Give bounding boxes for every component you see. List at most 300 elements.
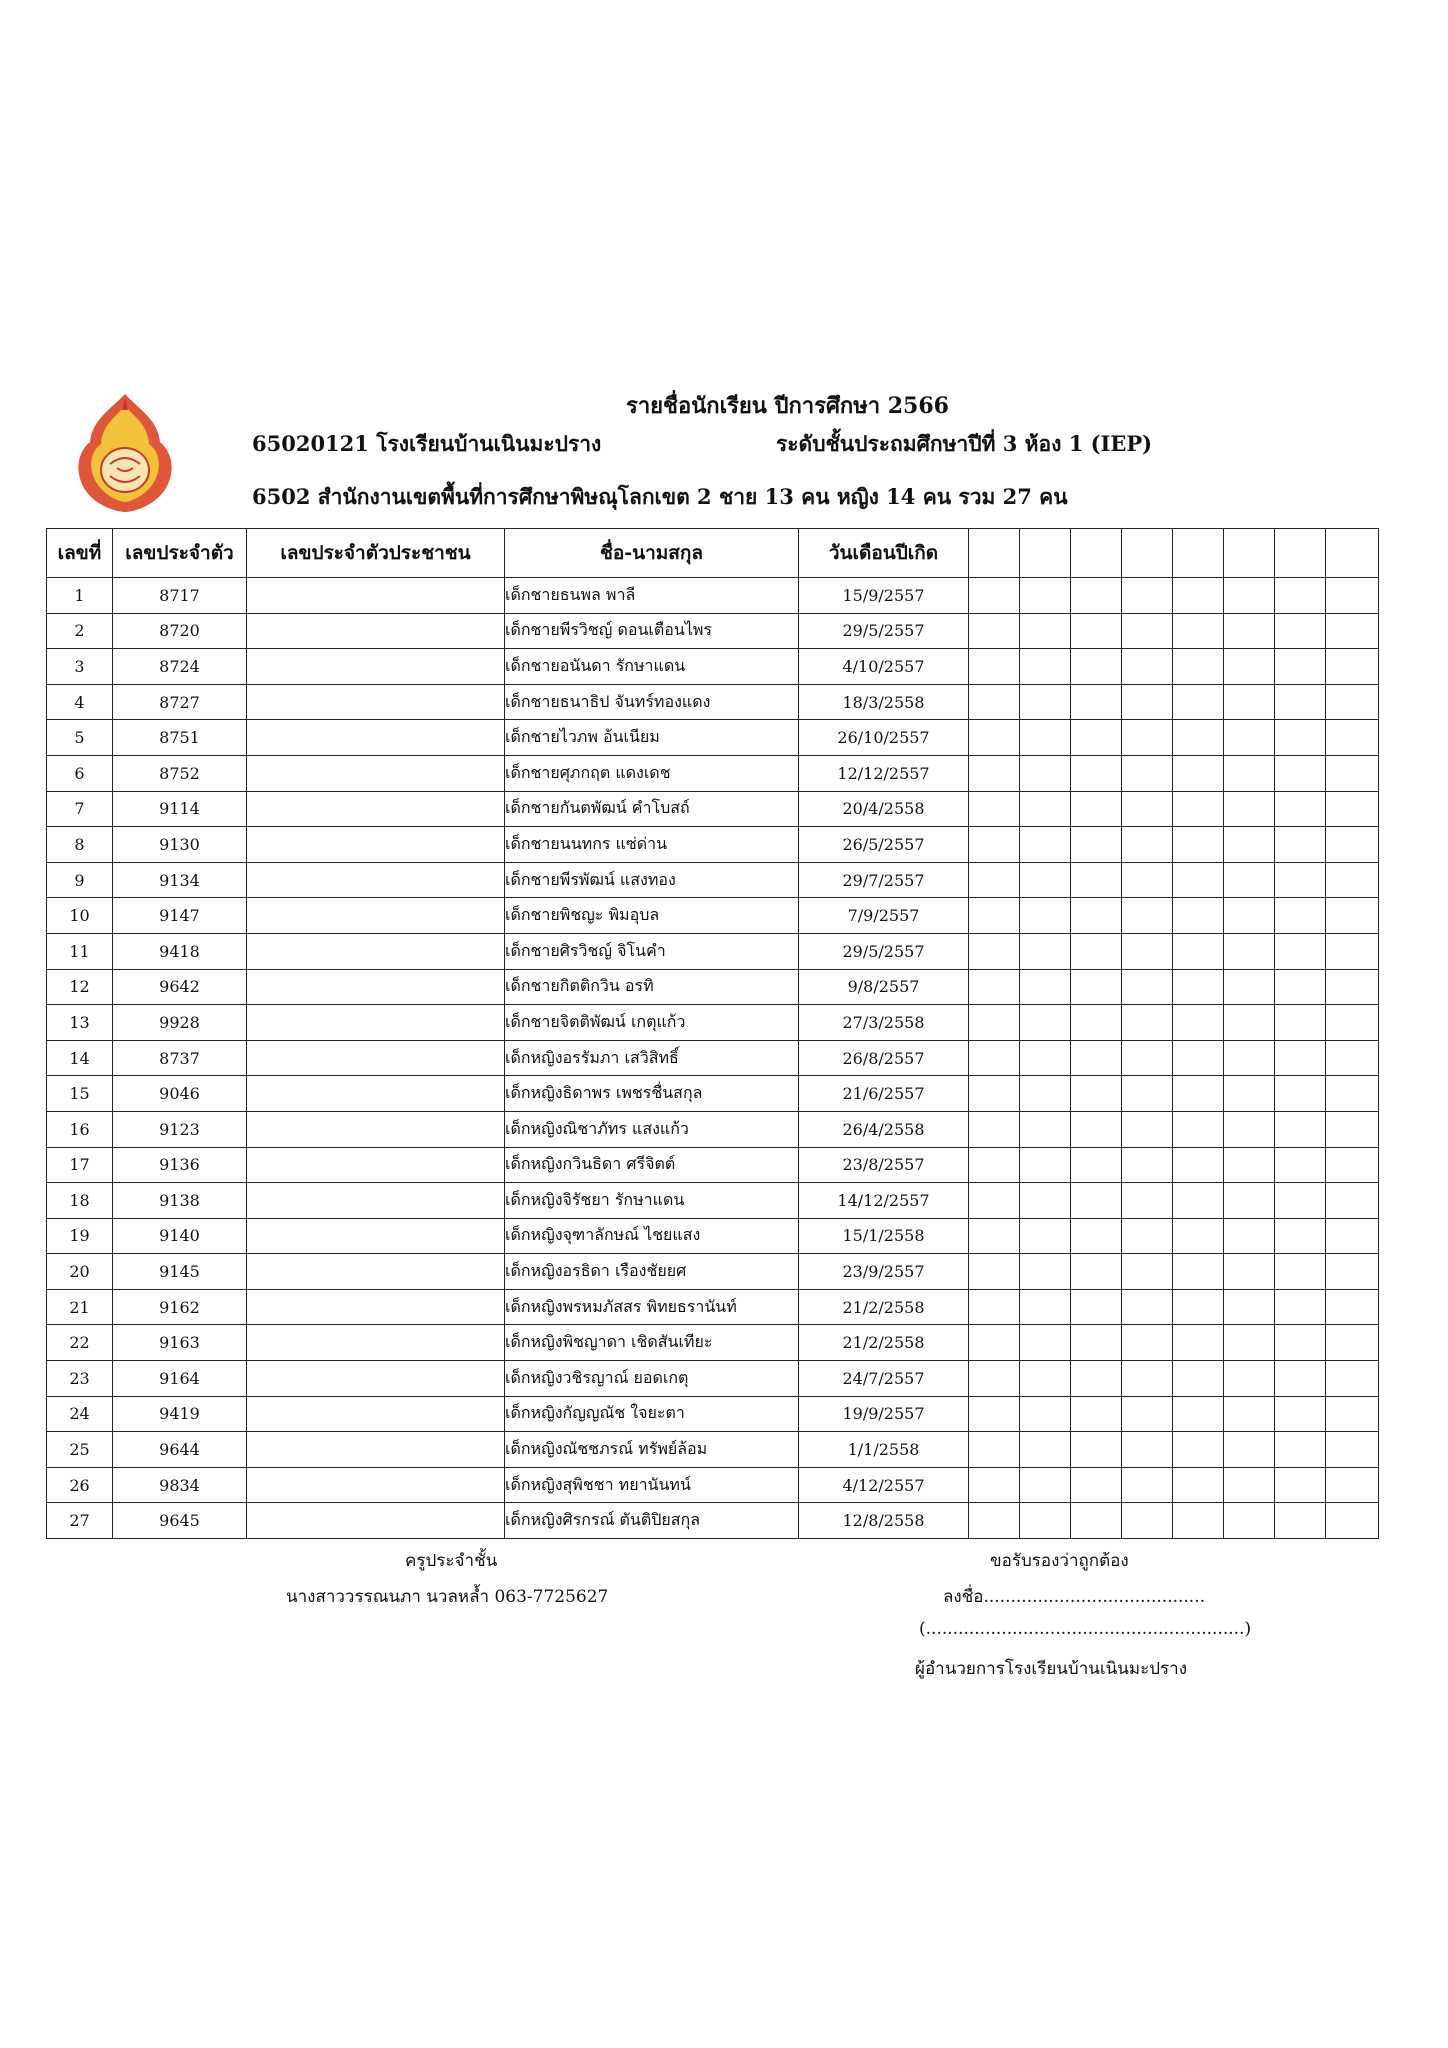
row-number: 13 <box>47 1005 113 1041</box>
student-name: เด็กหญิงวชิรญาณ์ ยอดเกตุ <box>505 1361 799 1397</box>
blank-cell <box>1224 613 1275 649</box>
blank-cell <box>1071 1289 1122 1325</box>
blank-cell <box>1071 578 1122 614</box>
blank-cell <box>1071 1396 1122 1432</box>
blank-header <box>1020 529 1071 578</box>
student-name: เด็กหญิงกวินธิดา ศรีจิตต์ <box>505 1147 799 1183</box>
student-name: เด็กชายธนาธิป จันทร์ทองแดง <box>505 684 799 720</box>
blank-cell <box>1122 1325 1173 1361</box>
blank-cell <box>1122 1467 1173 1503</box>
blank-cell <box>1326 1503 1379 1539</box>
student-id: 9645 <box>113 1503 247 1539</box>
blank-cell <box>1326 1467 1379 1503</box>
blank-cell <box>1275 1254 1326 1290</box>
student-name: เด็กชายธนพล พาลี <box>505 578 799 614</box>
blank-cell <box>1275 578 1326 614</box>
blank-cell <box>969 1467 1020 1503</box>
birth-date: 1/1/2558 <box>799 1432 969 1468</box>
blank-cell <box>1020 1289 1071 1325</box>
student-id: 9162 <box>113 1289 247 1325</box>
blank-header <box>1326 529 1379 578</box>
blank-cell <box>1326 1361 1379 1397</box>
blank-cell <box>1071 1467 1122 1503</box>
birth-date: 26/5/2557 <box>799 827 969 863</box>
blank-cell <box>1173 898 1224 934</box>
citizen-id <box>247 649 505 685</box>
blank-cell <box>1173 1289 1224 1325</box>
birth-date: 12/8/2558 <box>799 1503 969 1539</box>
blank-cell <box>969 969 1020 1005</box>
blank-cell <box>969 1396 1020 1432</box>
student-name: เด็กชายศุภกฤต แดงเดช <box>505 755 799 791</box>
blank-cell <box>1020 1005 1071 1041</box>
blank-cell <box>969 684 1020 720</box>
citizen-id <box>247 1503 505 1539</box>
blank-cell <box>1173 1076 1224 1112</box>
blank-cell <box>1326 1183 1379 1219</box>
blank-cell <box>1071 613 1122 649</box>
blank-cell <box>1224 1076 1275 1112</box>
blank-cell <box>1071 1361 1122 1397</box>
blank-cell <box>969 1254 1020 1290</box>
blank-cell <box>1224 862 1275 898</box>
blank-cell <box>1071 827 1122 863</box>
blank-cell <box>969 649 1020 685</box>
blank-cell <box>1275 791 1326 827</box>
blank-cell <box>1326 827 1379 863</box>
blank-cell <box>1275 755 1326 791</box>
blank-cell <box>1071 684 1122 720</box>
blank-cell <box>1275 1325 1326 1361</box>
blank-cell <box>969 1289 1020 1325</box>
blank-cell <box>1071 791 1122 827</box>
table-row <box>47 1040 1379 1076</box>
blank-cell <box>1173 1218 1224 1254</box>
blank-cell <box>1224 1289 1275 1325</box>
blank-cell <box>1326 862 1379 898</box>
blank-cell <box>1122 933 1173 969</box>
row-number: 23 <box>47 1361 113 1397</box>
blank-cell <box>1224 933 1275 969</box>
blank-cell <box>1275 684 1326 720</box>
table-row <box>47 684 1379 720</box>
citizen-id <box>247 1289 505 1325</box>
blank-cell <box>1071 1503 1122 1539</box>
blank-cell <box>1173 720 1224 756</box>
homeroom-teacher-label: ครูประจำชั้น <box>405 1551 498 1571</box>
blank-cell <box>1224 827 1275 863</box>
blank-cell <box>1326 755 1379 791</box>
blank-cell <box>1326 1218 1379 1254</box>
row-number: 18 <box>47 1183 113 1219</box>
blank-cell <box>1275 1467 1326 1503</box>
blank-cell <box>1071 1432 1122 1468</box>
birth-date: 12/12/2557 <box>799 755 969 791</box>
blank-cell <box>1326 969 1379 1005</box>
blank-cell <box>1326 1005 1379 1041</box>
blank-cell <box>1122 720 1173 756</box>
blank-cell <box>1071 755 1122 791</box>
citizen-id <box>247 1218 505 1254</box>
student-name: เด็กชายจิตติพัฒน์ เกตุแก้ว <box>505 1005 799 1041</box>
blank-cell <box>1122 791 1173 827</box>
birth-date: 23/8/2557 <box>799 1147 969 1183</box>
student-id: 9642 <box>113 969 247 1005</box>
student-id: 9163 <box>113 1325 247 1361</box>
blank-cell <box>1071 1325 1122 1361</box>
blank-cell <box>1275 649 1326 685</box>
student-id: 9114 <box>113 791 247 827</box>
table-row <box>47 1289 1379 1325</box>
blank-cell <box>1173 1503 1224 1539</box>
blank-cell <box>1122 1111 1173 1147</box>
blank-cell <box>969 1040 1020 1076</box>
row-number: 14 <box>47 1040 113 1076</box>
blank-cell <box>1173 1254 1224 1290</box>
citizen-id <box>247 1467 505 1503</box>
blank-cell <box>1071 720 1122 756</box>
birth-date: 26/4/2558 <box>799 1111 969 1147</box>
blank-cell <box>969 720 1020 756</box>
blank-cell <box>1173 1005 1224 1041</box>
birth-date: 15/9/2557 <box>799 578 969 614</box>
row-number: 1 <box>47 578 113 614</box>
blank-cell <box>1326 791 1379 827</box>
row-number: 15 <box>47 1076 113 1112</box>
blank-cell <box>1275 969 1326 1005</box>
blank-cell <box>1326 1040 1379 1076</box>
blank-cell <box>1224 578 1275 614</box>
blank-cell <box>969 1503 1020 1539</box>
table-row <box>47 827 1379 863</box>
blank-cell <box>969 898 1020 934</box>
citizen-id <box>247 1361 505 1397</box>
citizen-id <box>247 755 505 791</box>
blank-cell <box>1275 827 1326 863</box>
blank-cell <box>969 613 1020 649</box>
student-id: 9046 <box>113 1076 247 1112</box>
student-id: 9834 <box>113 1467 247 1503</box>
row-number: 6 <box>47 755 113 791</box>
blank-header <box>1122 529 1173 578</box>
signer-name-line: (...........................................................) <box>919 1619 1252 1639</box>
student-name: เด็กชายนนทกร แซ่ด่าน <box>505 827 799 863</box>
blank-cell <box>1122 613 1173 649</box>
citizen-id <box>247 1111 505 1147</box>
birth-date: 18/3/2558 <box>799 684 969 720</box>
citizen-id <box>247 1325 505 1361</box>
blank-cell <box>1122 1361 1173 1397</box>
citizen-id <box>247 898 505 934</box>
blank-cell <box>1173 649 1224 685</box>
row-number: 25 <box>47 1432 113 1468</box>
blank-cell <box>1173 578 1224 614</box>
school-name: 65020121 โรงเรียนบ้านเนินมะปราง <box>252 431 602 456</box>
student-id: 9134 <box>113 862 247 898</box>
citizen-id <box>247 1076 505 1112</box>
blank-cell <box>1020 791 1071 827</box>
blank-cell <box>1122 1396 1173 1432</box>
student-id: 9147 <box>113 898 247 934</box>
blank-cell <box>969 1218 1020 1254</box>
citizen-id <box>247 720 505 756</box>
blank-cell <box>1224 684 1275 720</box>
blank-cell <box>1173 1361 1224 1397</box>
blank-cell <box>1122 649 1173 685</box>
row-number: 2 <box>47 613 113 649</box>
blank-cell <box>1224 1111 1275 1147</box>
blank-cell <box>969 933 1020 969</box>
blank-cell <box>1071 1218 1122 1254</box>
blank-cell <box>1275 1432 1326 1468</box>
student-id: 9123 <box>113 1111 247 1147</box>
blank-cell <box>1071 1147 1122 1183</box>
blank-cell <box>1122 1218 1173 1254</box>
blank-cell <box>1224 1396 1275 1432</box>
student-name: เด็กหญิงอรรัมภา เสวิสิทธิ์ <box>505 1040 799 1076</box>
citizen-id <box>247 1396 505 1432</box>
blank-header <box>1224 529 1275 578</box>
student-id: 9418 <box>113 933 247 969</box>
certification-text: ขอรับรองว่าถูกต้อง <box>990 1551 1129 1571</box>
blank-cell <box>969 1076 1020 1112</box>
student-id: 9419 <box>113 1396 247 1432</box>
student-id: 8751 <box>113 720 247 756</box>
table-row <box>47 898 1379 934</box>
blank-cell <box>1020 862 1071 898</box>
blank-cell <box>1122 862 1173 898</box>
student-id: 8717 <box>113 578 247 614</box>
blank-cell <box>1071 862 1122 898</box>
blank-cell <box>1326 1147 1379 1183</box>
blank-cell <box>1326 1325 1379 1361</box>
blank-cell <box>1326 578 1379 614</box>
blank-cell <box>969 1183 1020 1219</box>
blank-cell <box>1224 1432 1275 1468</box>
row-number: 24 <box>47 1396 113 1432</box>
birth-date: 9/8/2557 <box>799 969 969 1005</box>
student-id: 9136 <box>113 1147 247 1183</box>
row-number: 19 <box>47 1218 113 1254</box>
table-row <box>47 1218 1379 1254</box>
blank-cell <box>1326 1396 1379 1432</box>
student-name: เด็กชายศิรวิชญ์ จิโนคำ <box>505 933 799 969</box>
blank-cell <box>1020 1503 1071 1539</box>
col-header-number: เลขที่ <box>47 529 113 578</box>
blank-cell <box>1326 933 1379 969</box>
student-name: เด็กหญิงจิรัชยา รักษาแดน <box>505 1183 799 1219</box>
blank-cell <box>1326 898 1379 934</box>
student-name: เด็กหญิงศิรกรณ์ ตันติปิยสกุล <box>505 1503 799 1539</box>
table-row <box>47 862 1379 898</box>
table-row <box>47 1467 1379 1503</box>
blank-cell <box>1173 613 1224 649</box>
blank-cell <box>969 1111 1020 1147</box>
citizen-id <box>247 791 505 827</box>
row-number: 3 <box>47 649 113 685</box>
blank-header <box>969 529 1020 578</box>
blank-cell <box>1275 1503 1326 1539</box>
row-number: 5 <box>47 720 113 756</box>
blank-cell <box>1122 1289 1173 1325</box>
blank-cell <box>1326 1432 1379 1468</box>
birth-date: 4/10/2557 <box>799 649 969 685</box>
blank-cell <box>1224 1361 1275 1397</box>
blank-cell <box>1071 1005 1122 1041</box>
blank-cell <box>1122 578 1173 614</box>
blank-cell <box>1122 898 1173 934</box>
blank-cell <box>969 862 1020 898</box>
blank-cell <box>1020 969 1071 1005</box>
student-name: เด็กหญิงพรหมภัสสร พิทยธรานันท์ <box>505 1289 799 1325</box>
col-header-student-id: เลขประจำตัว <box>113 529 247 578</box>
blank-cell <box>1275 1040 1326 1076</box>
col-header-birth-date: วันเดือนปีเกิด <box>799 529 969 578</box>
blank-cell <box>1020 1076 1071 1112</box>
citizen-id <box>247 1254 505 1290</box>
blank-cell <box>1326 720 1379 756</box>
blank-cell <box>1173 1467 1224 1503</box>
blank-cell <box>1020 1467 1071 1503</box>
blank-cell <box>1020 755 1071 791</box>
blank-cell <box>1020 1218 1071 1254</box>
blank-cell <box>1275 720 1326 756</box>
blank-cell <box>1275 933 1326 969</box>
student-id: 9138 <box>113 1183 247 1219</box>
birth-date: 29/7/2557 <box>799 862 969 898</box>
blank-cell <box>1071 933 1122 969</box>
birth-date: 21/2/2558 <box>799 1325 969 1361</box>
blank-cell <box>1071 649 1122 685</box>
birth-date: 4/12/2557 <box>799 1467 969 1503</box>
student-name: เด็กหญิงณิชาภัทร แสงแก้ว <box>505 1111 799 1147</box>
blank-cell <box>1071 1040 1122 1076</box>
blank-cell <box>1275 1289 1326 1325</box>
blank-cell <box>1071 1111 1122 1147</box>
blank-cell <box>1173 862 1224 898</box>
blank-cell <box>1122 1183 1173 1219</box>
student-id: 9130 <box>113 827 247 863</box>
birth-date: 27/3/2558 <box>799 1005 969 1041</box>
student-id: 9140 <box>113 1218 247 1254</box>
blank-cell <box>1326 649 1379 685</box>
blank-cell <box>1224 1147 1275 1183</box>
roster-body <box>47 578 1379 1539</box>
class-level: ระดับชั้นประถมศึกษาปีที่ 3 ห้อง 1 (IEP) <box>776 431 1153 456</box>
blank-cell <box>1326 1111 1379 1147</box>
table-row <box>47 1183 1379 1219</box>
table-row <box>47 1005 1379 1041</box>
student-name: เด็กหญิงอรธิดา เรืองชัยยศ <box>505 1254 799 1290</box>
birth-date: 29/5/2557 <box>799 613 969 649</box>
blank-cell <box>1122 1040 1173 1076</box>
blank-cell <box>1020 898 1071 934</box>
blank-cell <box>1071 898 1122 934</box>
director-title: ผู้อำนวยการโรงเรียนบ้านเนินมะปราง <box>915 1659 1188 1679</box>
blank-cell <box>1020 1254 1071 1290</box>
blank-cell <box>1275 1361 1326 1397</box>
blank-cell <box>1224 1183 1275 1219</box>
blank-cell <box>1224 755 1275 791</box>
blank-cell <box>1020 1432 1071 1468</box>
student-name: เด็กชายพีรวิชญ์ ดอนเตือนไพร <box>505 613 799 649</box>
blank-cell <box>1020 649 1071 685</box>
citizen-id <box>247 969 505 1005</box>
student-name: เด็กชายพิชญะ พิมอุบล <box>505 898 799 934</box>
table-row <box>47 720 1379 756</box>
blank-cell <box>1020 827 1071 863</box>
table-row <box>47 755 1379 791</box>
birth-date: 21/6/2557 <box>799 1076 969 1112</box>
school-emblem-logo <box>70 390 180 515</box>
blank-cell <box>1173 969 1224 1005</box>
blank-cell <box>1275 862 1326 898</box>
blank-cell <box>1173 1396 1224 1432</box>
blank-cell <box>1275 1147 1326 1183</box>
citizen-id <box>247 1005 505 1041</box>
blank-cell <box>969 1361 1020 1397</box>
student-name: เด็กชายอนันดา รักษาแดน <box>505 649 799 685</box>
citizen-id <box>247 578 505 614</box>
student-roster-table <box>46 528 1379 1539</box>
blank-cell <box>1071 969 1122 1005</box>
citizen-id <box>247 1432 505 1468</box>
row-number: 10 <box>47 898 113 934</box>
blank-cell <box>1020 1040 1071 1076</box>
blank-cell <box>1224 720 1275 756</box>
row-number: 27 <box>47 1503 113 1539</box>
blank-header <box>1173 529 1224 578</box>
blank-cell <box>1326 1254 1379 1290</box>
table-row <box>47 933 1379 969</box>
row-number: 11 <box>47 933 113 969</box>
blank-cell <box>1020 613 1071 649</box>
citizen-id <box>247 1147 505 1183</box>
row-number: 21 <box>47 1289 113 1325</box>
row-number: 9 <box>47 862 113 898</box>
blank-cell <box>1224 1040 1275 1076</box>
col-header-citizen-id: เลขประจำตัวประชาชน <box>247 529 505 578</box>
blank-cell <box>1122 755 1173 791</box>
blank-cell <box>1275 1005 1326 1041</box>
student-name: เด็กหญิงพิชญาดา เชิดสันเทียะ <box>505 1325 799 1361</box>
blank-cell <box>1122 1432 1173 1468</box>
blank-cell <box>969 791 1020 827</box>
citizen-id <box>247 1183 505 1219</box>
table-row <box>47 1111 1379 1147</box>
blank-cell <box>1224 1467 1275 1503</box>
citizen-id <box>247 827 505 863</box>
blank-cell <box>1020 1147 1071 1183</box>
table-row <box>47 1076 1379 1112</box>
blank-cell <box>1224 1005 1275 1041</box>
citizen-id <box>247 1040 505 1076</box>
blank-cell <box>1173 755 1224 791</box>
student-name: เด็กชายพีรพัฒน์ แสงทอง <box>505 862 799 898</box>
table-row <box>47 1396 1379 1432</box>
student-id: 8720 <box>113 613 247 649</box>
blank-cell <box>1224 1254 1275 1290</box>
blank-cell <box>1173 1111 1224 1147</box>
student-id: 9145 <box>113 1254 247 1290</box>
blank-cell <box>1275 1183 1326 1219</box>
student-id: 8752 <box>113 755 247 791</box>
header-row <box>47 529 1379 578</box>
homeroom-teacher-name: นางสาววรรณนภา นวลหล้ำ 063-7725627 <box>286 1587 609 1607</box>
blank-cell <box>1122 1147 1173 1183</box>
blank-cell <box>1224 649 1275 685</box>
blank-cell <box>1275 1076 1326 1112</box>
